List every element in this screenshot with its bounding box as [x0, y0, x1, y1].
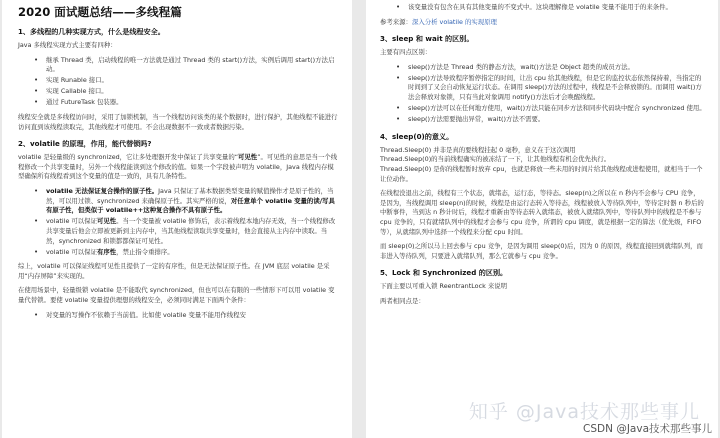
reference-link[interactable]: 深入分析 volatile 的实现原理 — [411, 17, 497, 26]
q4-paragraph: 在线程没退出之前，线程有三个状态，就绪态，运行态，等待态。sleep(n)之所以在 n 秒内不会参与 CPU 竞争，是因为，当线程调用 sleep(n)的时候，线程是由运行态转入等待态，线程被放入等待队列中，等待定时器 n 秒后的中断事件，当到达 n 秒计时后，线程才重新由等待态转入就绪态，被放入就绪队列中，等待队列中的线程是不参与 cpu 竞争的，只有就绪队列中的线程才会参与 cpu 竞争，所谓的 cpu 调度，就是根据一定的算法（优先级，FIFO 等），从就绪队列中选择一个线程来分配 cpu 时间。 — [380, 189, 704, 236]
code-line: Thread.Sleep(0)的当前线程确实的被冻结了一下，让其他线程有机会优先执行。 — [380, 155, 611, 164]
q1-paragraph: 线程安全就是多线程访问时，采用了加锁机制，当一个线程访问该类的某个数据时，进行保护，其他线程不能进行访问直到该线程读取完，其他线程才可使用。不会出现数据不一致或者数据污染。 — [18, 113, 338, 131]
list-item — [34, 217, 338, 246]
code-line: Thread.Sleep(0) 并非是真的要线程挂起 0 毫秒，意义在于这次调用 — [380, 145, 576, 154]
q3-heading: 3、sleep 和 wait 的区别。 — [380, 34, 474, 44]
q5-subheading: 两者相同点是： — [380, 296, 425, 305]
list-item: • 该变量没有包含在具有其他变量的不变式中。这块理解像是 volatile 变量不能用于的来条件。 — [396, 3, 706, 13]
q2-text-b: ”。可见性的意思是当一个线程修改一个共享变量时，另外一个线程能读到这个修改的值。如果一个字段被声明为 volatile，Java 线程内存模型确保所有线程看到这个变量的值是一致的，具有几条特性。 — [18, 153, 338, 181]
q5-heading: 5、Lock 和 Synchronized 的区别。 — [380, 268, 508, 278]
list-item: • sleep()方法是 Thread 类的静态方法，wait()方法是 Object 超类的成员方法。 — [396, 63, 706, 73]
list-item: • 实现 Runable 接口。 — [34, 76, 338, 86]
list-item — [34, 187, 338, 216]
list-item-text: 。当一个变量被 volatile 修饰后，表示着线程本地内存无效，当一个线程修改共享变量后他会立即被更新到主内存中，当其他线程读取共享变量时，他会直接从主内存中读取。当然，synchronized 和锁都都保证可见性。 — [46, 217, 336, 245]
list-item: • sleep()方法可以在任何地方使用，wait()方法只能在同步方法和同步代码块中配合 synchronized 使用。 — [396, 104, 706, 114]
bold-text: 对任意单个 volatile 变量的读/写具有原子性，但类似于 volatile++这种复合操作不具有原子性。 — [46, 196, 335, 215]
list-item: • sleep()方法需要抛出异常，wait()方法不需要。 — [396, 115, 706, 125]
list-item-text: Java 只保证了基本数据类型变量的赋值操作才是原子性的，当然，可以用过锁、synchronized 来确保原子性。其实严格的说， — [46, 187, 334, 205]
list-item: • 对变量的写操作不依赖于当前值。比如使 volatile 变量不能用作线程安 — [34, 311, 338, 321]
reference-label: 参考来源： — [380, 17, 412, 26]
bold-text: 有序性 — [96, 247, 117, 256]
q3-intro: 主要有四点区别： — [380, 48, 432, 57]
bold-text: 可见性 — [96, 217, 117, 226]
reference-line — [380, 18, 706, 28]
q2-text-a: volatile 是轻量级的 synchronized，它让多处理器开发中保证了共享变量的“ — [18, 153, 239, 162]
q4-heading: 4、sleep(0)的意义。 — [380, 131, 454, 141]
csdn-credit: CSDN @Java技术那些事儿 — [583, 423, 712, 435]
q2-conditions — [18, 311, 338, 321]
code-line: Thread.Sleep(0) 是你的线程暂时放弃 cpu，也就是释放一些未用的时间片给其他线程或进程使用，就相当于一个让位动作。 — [380, 165, 703, 183]
q2-paragraph — [18, 153, 338, 182]
q1-list — [18, 56, 338, 108]
q1-heading: 1、多线程的几种实现方式，什么是线程安全。 — [18, 27, 165, 36]
list-item — [34, 248, 338, 258]
q2-usage: 在使用场景中，轻量级锁 volatile 是不能取代 synchronized，但也可以在有限的一些情形下可以用 volatile 变量代替锁。要使 volatile 变量提供理想的线程安全，必须同时满足下面两个条件： — [18, 286, 335, 304]
list-item: • sleep()方法导致程序暂停指定的时间，让出 cpu 给其他线程，但是它的监控状态依然保持着，当指定的时间到了又会自动恢复运行状态。在调用 sleep()方法的过程中，线程是不会释放锁的。而调用 wait()方法会释放对象锁，只有当此对象调用 notify()方法后才会唤醒线程。 — [396, 74, 706, 103]
list-item-text: volatile 可以保证 — [46, 217, 97, 226]
q4-code-lines — [380, 146, 706, 184]
list-item: • 继承 Thread 类，启动线程的唯一方法就是通过 Thread 类的 start()方法，实例后调用 start()方法启动。 — [34, 56, 338, 75]
list-item-text: ，禁止指令重排序。 — [116, 247, 174, 256]
list-item-text: volatile 可以保证 — [46, 247, 97, 256]
bold-text: volatile 无法保证复合操作的原子性。 — [46, 187, 159, 196]
q4-paragraph-2: 而 sleep(0)之所以马上回去参与 cpu 竞争，是因为调用 sleep(0)后，因为 0 的原因，线程直接回到就绪队列，而非进入等待队列，只要进入就绪队列，那么它就参与 cpu 竞争。 — [380, 242, 703, 260]
q3-list — [380, 63, 706, 125]
list-item: • 通过 FutureTask 包装器。 — [34, 98, 338, 108]
zhihu-watermark: 知乎 @Java技术那些事儿 — [468, 401, 700, 423]
q5-intro: 下面主要以可重入锁 ReentrantLock 来说明 — [380, 282, 507, 291]
left-page — [2, 0, 352, 438]
carryover-list — [380, 3, 706, 13]
right-page — [366, 0, 718, 438]
list-item: • 实现 Callable 接口。 — [34, 87, 338, 97]
q2-bold-visibility: 可见性 — [238, 153, 258, 162]
q2-summary: 综上，volatile 可以保证线程可见性且提供了一定的有序性，但是无法保证原子性。在 JVM 底层 volatile 是采用“内存屏障”来实现的。 — [18, 262, 330, 280]
q2-heading: 2、volatile 的原理，作用，能代替锁吗? — [18, 139, 152, 149]
q1-intro: Java 多线程实现方式主要有四种： — [18, 41, 117, 49]
document-title: 2020 面试题总结——多线程篇 — [18, 5, 182, 19]
q2-list — [18, 187, 338, 257]
